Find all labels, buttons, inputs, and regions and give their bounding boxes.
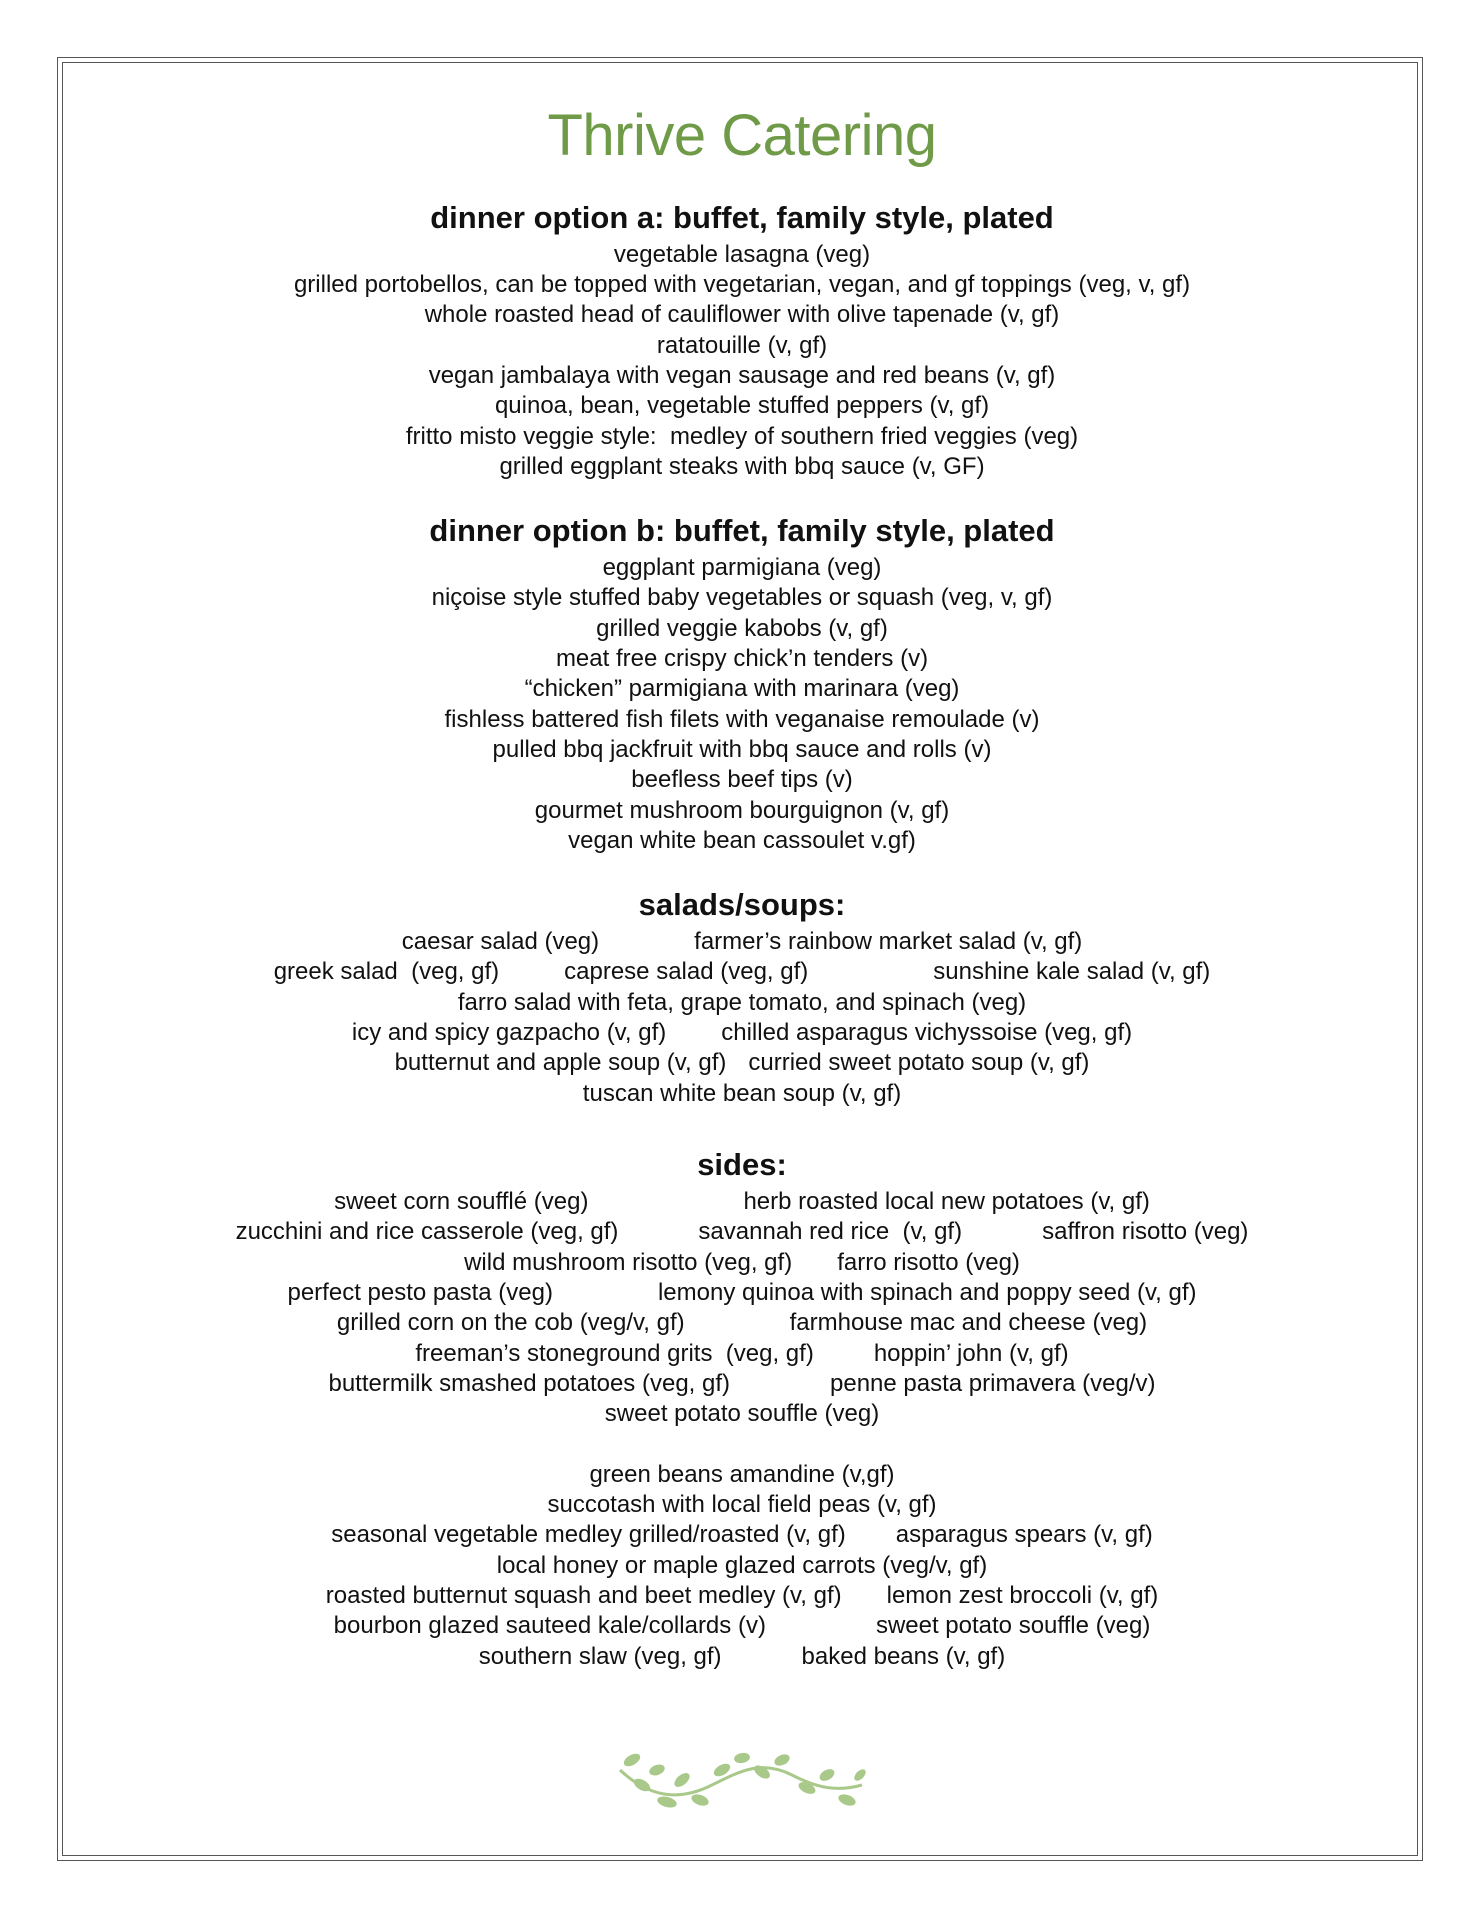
menu-item: baked beans (v, gf) (801, 1643, 1006, 1670)
menu-row (0, 1278, 1484, 1308)
menu-row (0, 1399, 1484, 1429)
menu-item: sweet corn soufflé (veg) (334, 1188, 589, 1215)
menu-item: seasonal vegetable medley grilled/roasted (v, gf) (331, 1521, 846, 1548)
menu-row (0, 1551, 1484, 1581)
menu-item: ratatouille (v, gf) (656, 332, 828, 359)
menu-item: penne pasta primavera (veg/v) (830, 1370, 1156, 1397)
menu-row (0, 1369, 1484, 1399)
menu-item: sweet potato souffle (veg) (875, 1612, 1151, 1639)
menu-item: quinoa, bean, vegetable stuffed peppers (v, gf) (494, 392, 990, 419)
menu-item: chilled asparagus vichyssoise (veg, gf) (721, 1019, 1133, 1046)
menu-item: saffron risotto (veg) (1042, 1218, 1249, 1245)
menu-item: farro risotto (veg) (837, 1249, 1020, 1276)
menu-item: eggplant parmigiana (veg) (602, 554, 882, 581)
menu-item: meat free crispy chick’n tenders (v) (555, 645, 929, 672)
menu-row (0, 1642, 1484, 1672)
menu-item: niçoise style stuffed baby vegetables or squash (veg, v, gf) (431, 584, 1053, 611)
menu-item: hoppin’ john (v, gf) (873, 1340, 1069, 1367)
menu-item: icy and spicy gazpacho (v, gf) (351, 1019, 667, 1046)
menu-item: whole roasted head of cauliflower with olive tapenade (v, gf) (424, 301, 1060, 328)
menu-item: caesar salad (veg) (401, 928, 600, 955)
menu-item: perfect pesto pasta (veg) (287, 1279, 553, 1306)
menu-row (0, 1018, 1484, 1048)
menu-item: caprese salad (veg, gf) (564, 958, 809, 985)
menu-item: asparagus spears (v, gf) (895, 1521, 1153, 1548)
vine-ornament-icon (612, 1730, 872, 1820)
menu-item: tuscan white bean soup (v, gf) (582, 1080, 902, 1107)
menu-row (0, 1339, 1484, 1369)
section-heading-dinner-a: dinner option a: buffet, family style, plated (430, 200, 1054, 235)
menu-row (0, 1490, 1484, 1520)
section-heading-sides: sides: (697, 1147, 787, 1182)
menu-item: lemony quinoa with spinach and poppy seed (v, gf) (657, 1279, 1197, 1306)
menu-item: farmer’s rainbow market salad (v, gf) (694, 928, 1083, 955)
menu-row (0, 1611, 1484, 1641)
menu-item: curried sweet potato soup (v, gf) (748, 1049, 1090, 1076)
menu-item: local honey or maple glazed carrots (veg/v, gf) (496, 1552, 988, 1579)
menu-item: gourmet mushroom bourguignon (v, gf) (534, 797, 950, 824)
menu-item: grilled eggplant steaks with bbq sauce (v, GF) (499, 453, 985, 480)
menu-row (0, 1308, 1484, 1338)
menu-item: buttermilk smashed potatoes (veg, gf) (328, 1370, 731, 1397)
menu-row (0, 927, 1484, 957)
menu-row (0, 1460, 1484, 1490)
section-heading-salads-soups: salads/soups: (638, 887, 846, 922)
menu-row (0, 1248, 1484, 1278)
menu-row (0, 1079, 1484, 1109)
menu-row (0, 988, 1484, 1018)
menu-item: southern slaw (veg, gf) (478, 1643, 722, 1670)
menu-item: succotash with local field peas (v, gf) (547, 1491, 937, 1518)
menu-item: butternut and apple soup (v, gf) (394, 1049, 727, 1076)
menu-item: vegan white bean cassoulet v.gf) (568, 827, 916, 854)
menu-item: green beans amandine (v,gf) (589, 1461, 895, 1488)
menu-row (0, 1048, 1484, 1078)
menu-row (0, 1187, 1484, 1217)
menu-item: pulled bbq jackfruit with bbq sauce and rolls (v) (492, 736, 992, 763)
menu-item: fritto misto veggie style: medley of southern fried veggies (veg) (405, 423, 1079, 450)
brand-logo-text: Thrive Catering (547, 103, 937, 168)
menu-item: roasted butternut squash and beet medley (v, gf) (325, 1582, 842, 1609)
menu-item: greek salad (veg, gf) (273, 958, 500, 985)
menu-item: farmhouse mac and cheese (veg) (789, 1309, 1148, 1336)
menu-item: farro salad with feta, grape tomato, and spinach (veg) (457, 989, 1027, 1016)
section-heading-dinner-b: dinner option b: buffet, family style, plated (429, 513, 1055, 548)
menu-row (0, 957, 1484, 987)
menu-item: bourbon glazed sauteed kale/collards (v) (333, 1612, 766, 1639)
menu-item: fishless battered fish filets with veganaise remoulade (v) (444, 706, 1040, 733)
menu-item: sunshine kale salad (v, gf) (933, 958, 1211, 985)
menu-item: herb roasted local new potatoes (v, gf) (743, 1188, 1150, 1215)
menu-row (0, 1581, 1484, 1611)
menu-item: vegetable lasagna (veg) (613, 241, 871, 268)
menu-item: zucchini and rice casserole (veg, gf) (235, 1218, 619, 1245)
menu-item: wild mushroom risotto (veg, gf) (464, 1249, 793, 1276)
menu-item: grilled corn on the cob (veg/v, gf) (336, 1309, 685, 1336)
menu-item: vegan jambalaya with vegan sausage and red beans (v, gf) (428, 362, 1056, 389)
menu-item: savannah red rice (v, gf) (698, 1218, 963, 1245)
menu-item: freeman’s stoneground grits (veg, gf) (415, 1340, 814, 1367)
menu-item: grilled portobellos, can be topped with vegetarian, vegan, and gf toppings (veg, v, gf) (293, 271, 1191, 298)
menu-row (0, 1520, 1484, 1550)
menu-item: “chicken” parmigiana with marinara (veg) (524, 675, 960, 702)
menu-item: lemon zest broccoli (v, gf) (886, 1582, 1159, 1609)
menu-item: beefless beef tips (v) (631, 766, 853, 793)
menu-item: sweet potato souffle (veg) (604, 1400, 880, 1427)
menu-item: grilled veggie kabobs (v, gf) (596, 615, 888, 642)
menu-row (0, 1217, 1484, 1247)
